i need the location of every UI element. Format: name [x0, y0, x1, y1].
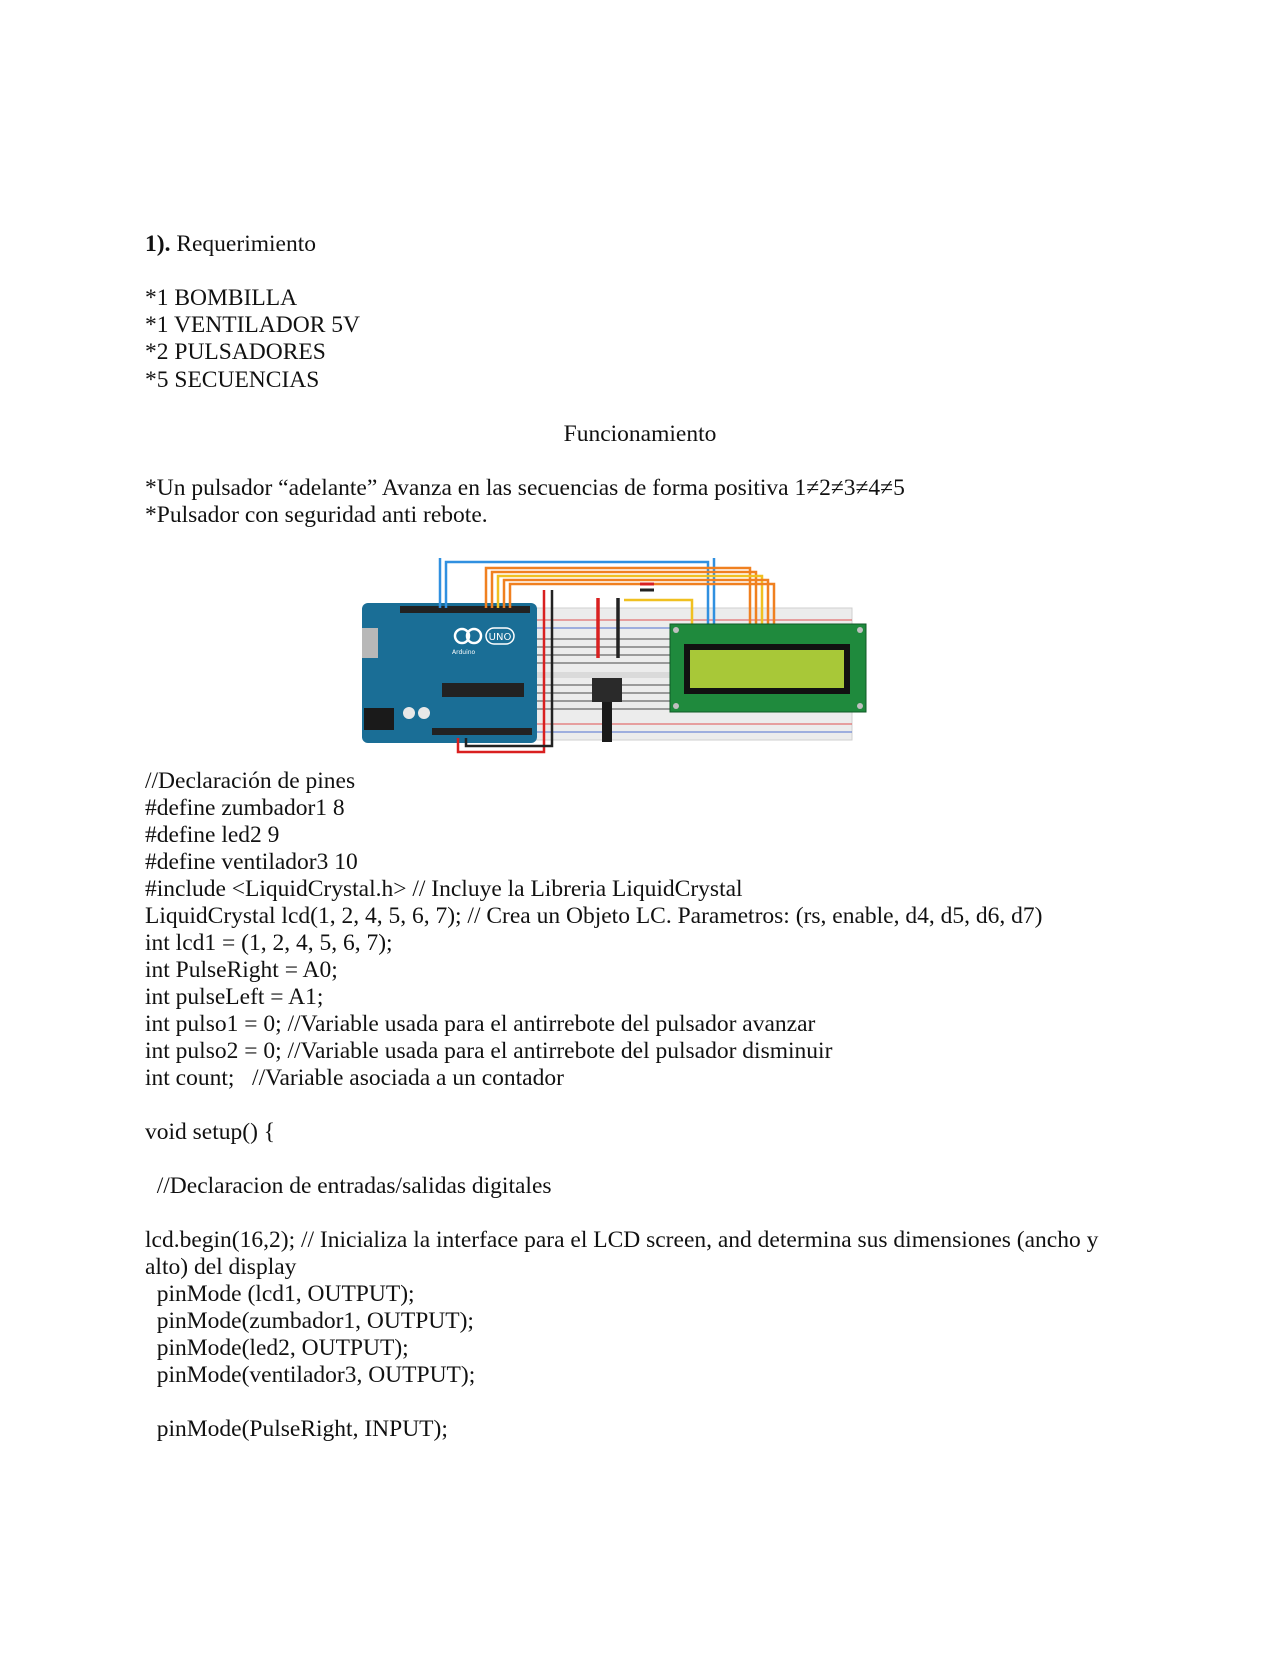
description-line: *Un pulsador “adelante” Avanza en las secuencias de forma positiva 1≠2≠3≠4≠5 [145, 475, 905, 501]
section-title: Requerimiento [176, 231, 316, 257]
code-line: int pulso2 = 0; //Variable usada para el antirrebote del pulsador disminuir [145, 1038, 833, 1064]
requirement-item: *1 VENTILADOR 5V [145, 312, 360, 338]
code-line: lcd.begin(16,2); // Inicializa la interface para el LCD screen, and determina sus dimensiones (ancho y alto) del display [145, 1227, 1099, 1280]
code-line: pinMode (lcd1, OUTPUT); [145, 1281, 415, 1307]
code-line: #define ventilador3 10 [145, 849, 358, 875]
code-line: int PulseRight = A0; [145, 957, 338, 983]
code-line: pinMode(led2, OUTPUT); [145, 1335, 409, 1361]
centered-heading: Funcionamiento [563, 421, 717, 447]
code-line: #include <LiquidCrystal.h> // Incluye la Libreria LiquidCrystal [145, 876, 743, 902]
microcontroller-chip [442, 683, 524, 697]
code-line: LiquidCrystal lcd(1, 2, 4, 5, 6, 7); // Crea un Objeto LC. Parametros: (rs, enable, d4, d5, d6, d7) [145, 903, 1043, 929]
section-heading [145, 231, 316, 258]
code-line: int lcd1 = (1, 2, 4, 5, 6, 7); [145, 930, 393, 956]
power-jack [364, 708, 394, 730]
usb-port [362, 628, 378, 658]
code-line: int count; //Variable asociada a un contador [145, 1065, 564, 1091]
code-line: #define zumbador1 8 [145, 795, 345, 821]
description-line: *Pulsador con seguridad anti rebote. [145, 502, 488, 528]
code-line: pinMode(zumbador1, OUTPUT); [145, 1308, 474, 1334]
code-line: #define led2 9 [145, 822, 280, 848]
code-line: int pulseLeft = A1; [145, 984, 324, 1010]
code-line: //Declaración de pines [145, 768, 356, 794]
potentiometer [592, 678, 622, 702]
code-line: void setup() { [145, 1119, 276, 1145]
code-line: //Declaracion de entradas/salidas digitales [145, 1173, 552, 1199]
code-line: pinMode(ventilador3, OUTPUT); [145, 1362, 476, 1388]
section-number: 1). [145, 231, 171, 257]
lcd-screen [690, 650, 844, 688]
requirement-item: *5 SECUENCIAS [145, 367, 320, 393]
requirement-item: *1 BOMBILLA [145, 285, 298, 311]
code-line: pinMode(PulseRight, INPUT); [145, 1416, 448, 1442]
requirement-item: *2 PULSADORES [145, 339, 326, 365]
board-brand-text: Arduino [452, 649, 476, 656]
board-logo-text: UNO [488, 632, 512, 643]
code-line: int pulso1 = 0; //Variable usada para el antirrebote del pulsador avanzar [145, 1011, 816, 1037]
circuit-diagram-image [362, 558, 912, 790]
